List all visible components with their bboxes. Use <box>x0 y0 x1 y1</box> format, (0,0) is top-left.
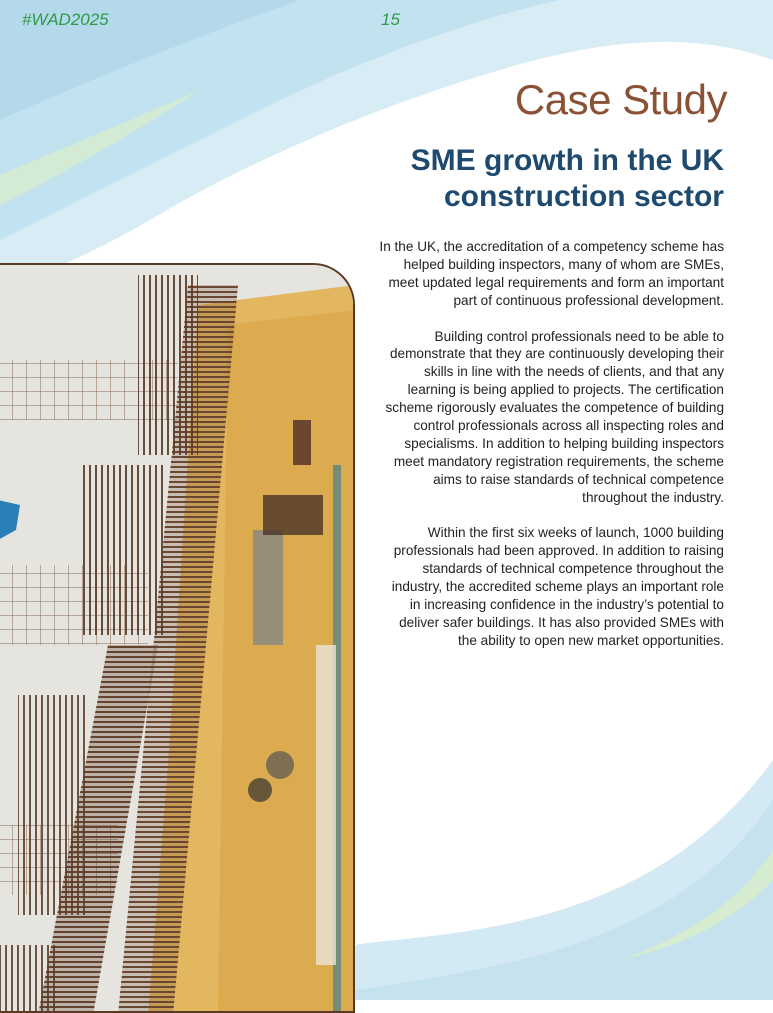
page-title: SME growth in the UK construction sector <box>410 144 724 213</box>
paragraph: In the UK, the accreditation of a competency scheme has helped building inspectors, many of whom are SMEs, meet updated legal requirements and form an important part of continuous professional development. <box>379 239 724 308</box>
section-kicker: Case Study <box>514 76 727 123</box>
construction-site-photo <box>0 263 355 1013</box>
rebar-illustration <box>0 265 355 1013</box>
body-text <box>379 238 724 668</box>
paragraph: Building control professionals need to be able to demonstrate that they are continuously developing their skills in line with the needs of clients, and that any learning is being applied to projects. The certification scheme rigorously evaluates the competence of building control professionals across all inspecting roles and specialisms. In addition to helping building inspectors meet mandatory registration requirements, the scheme aims to raise standards of technical competence throughout the industry. <box>385 328 724 505</box>
page-number: 15 <box>381 10 400 29</box>
hashtag: #WAD2025 <box>22 10 109 29</box>
paragraph: Within the first six weeks of launch, 1000 building professionals had been approved. In addition to raising standards of technical competence throughout the industry, the accredited scheme plays an important role in increasing confidence in the industry’s potential to deliver safer buildings. It has also provided SMEs with the ability to open new market opportunities. <box>391 525 724 648</box>
